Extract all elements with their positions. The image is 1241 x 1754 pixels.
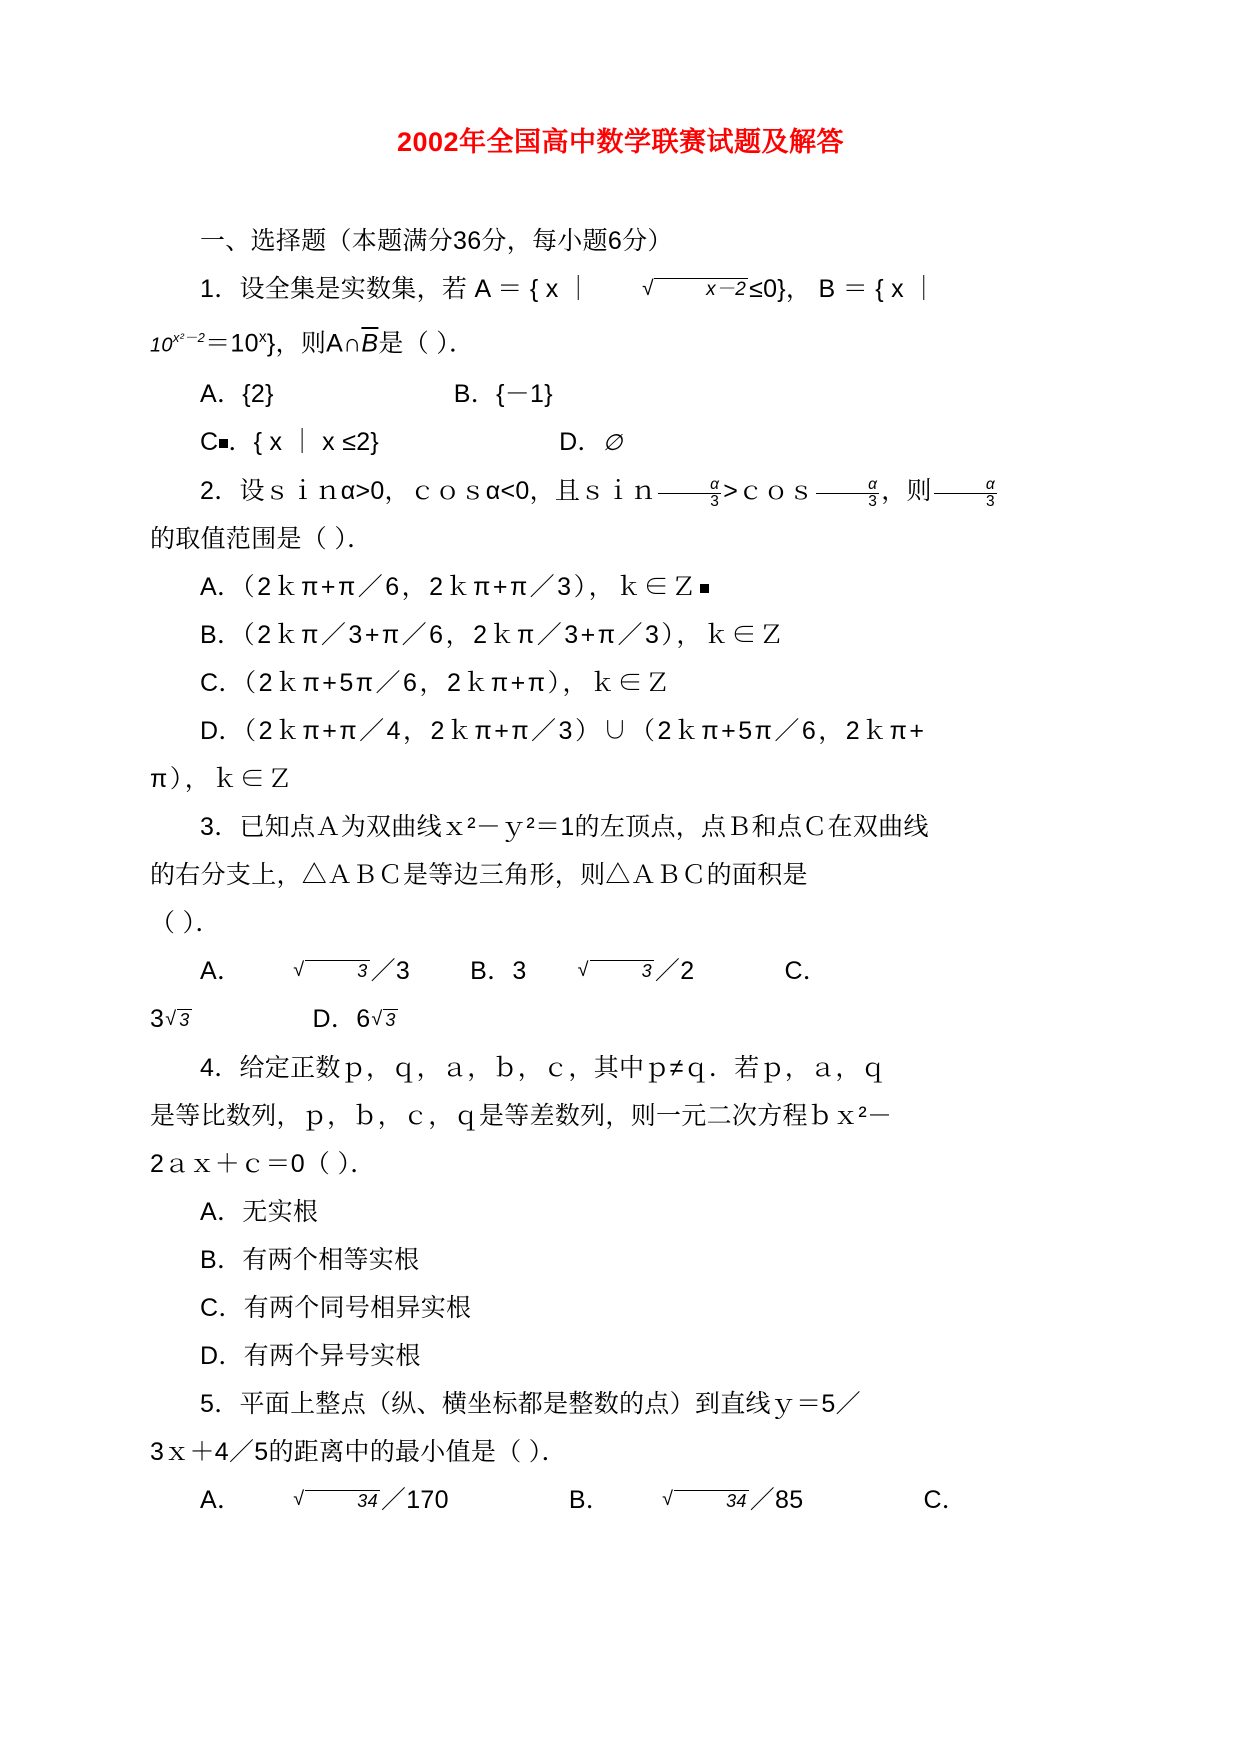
option-5-a-label: A． xyxy=(200,1485,243,1514)
sqrt-x-minus-2: √ x－2 xyxy=(592,266,748,314)
option-4-a-label: A． xyxy=(200,1197,243,1226)
question-2-option-d xyxy=(150,707,1091,755)
square-marker-icon xyxy=(219,439,228,448)
option-3-d-pre: 6 xyxy=(356,1005,371,1034)
ten-base: 10 xyxy=(150,334,173,357)
question-1-end: 是（ ）． xyxy=(378,329,475,358)
option-4-a-text: 无实根 xyxy=(242,1197,319,1226)
ten-exponent-x: x xyxy=(258,329,267,347)
question-4-option-c xyxy=(150,1284,1091,1332)
question-1-options-row1 xyxy=(150,370,1091,418)
fraction-alpha-over-3-2: $\frac{\alpha}{3}$ xyxy=(816,477,879,511)
option-3-b-pre: 3 xyxy=(512,956,527,985)
option-1-a-label: A． xyxy=(200,379,243,408)
option-2-c-label: C． xyxy=(200,668,244,697)
question-4-option-d xyxy=(150,1332,1091,1380)
question-3-options-row2 xyxy=(150,995,1091,1044)
question-2-stem-line2: 的取值范围是（ ）． xyxy=(150,524,373,553)
option-1-b-label: B． xyxy=(453,379,497,408)
option-2-b-label: B． xyxy=(200,620,243,649)
option-3-b-tail: ／2 xyxy=(654,956,695,985)
option-4-d-label: D． xyxy=(200,1341,244,1370)
question-4-option-a xyxy=(150,1188,1091,1236)
option-3-c-pre: 3 xyxy=(150,1005,165,1034)
question-4-option-b xyxy=(150,1236,1091,1284)
question-1-stem xyxy=(150,265,1091,314)
option-1-d-text: ∅ xyxy=(602,429,623,455)
option-5-b-label: B． xyxy=(568,1485,612,1514)
equals-ten: ＝10 xyxy=(205,329,259,358)
option-2-d-text: （2ｋπ+π／4，2ｋπ+π／3）∪（2ｋπ+5π／6，2ｋπ+ xyxy=(243,716,927,745)
option-3-a-label: A． xyxy=(200,956,243,985)
question-5-stem-line1: 5．平面上整点（纵、横坐标都是整数的点）到直线ｙ＝5／ xyxy=(200,1389,861,1418)
question-2-option-a xyxy=(150,563,1091,611)
question-2-option-c xyxy=(150,659,1091,707)
option-1-c-label: C xyxy=(200,427,219,456)
sqrt-3-b: √ 3 xyxy=(528,947,654,995)
fraction-alpha-over-3: $\frac{\alpha}{3}$ xyxy=(658,477,721,511)
question-1-stem-line2 xyxy=(150,314,1091,369)
question-5-stem-line2: 3ｘ＋4／5的距离中的最小值是（ ）． xyxy=(150,1437,567,1466)
option-5-c-label: C． xyxy=(923,1485,968,1514)
option-1-d-label: D． xyxy=(559,427,603,456)
fraction-alpha-over-3-3: $\frac{\alpha}{3}$ xyxy=(934,477,997,511)
question-3-stem-line1: 3．已知点Ａ为双曲线ｘ²－ｙ²＝1的左顶点，点Ｂ和点Ｃ在双曲线 xyxy=(200,812,929,841)
sqrt-34-b: √ 34 xyxy=(612,1477,749,1525)
question-3-options-row1 xyxy=(150,947,1091,996)
option-3-c-label: C． xyxy=(784,956,829,985)
option-2-a-label: A． xyxy=(200,572,243,601)
option-3-d-label: D． xyxy=(312,1005,357,1034)
question-2-option-d-cont xyxy=(150,755,1091,803)
option-4-d-text: 有两个异号实根 xyxy=(243,1341,421,1370)
question-3-stem-line3: （ ）． xyxy=(150,908,221,937)
question-2-part-a: 2．设ｓｉｎα>0，ｃｏｓα<0，且ｓｉｎ xyxy=(200,476,657,505)
question-4-stem-line2: 是等比数列，ｐ，ｂ，ｃ，ｑ是等差数列，则一元二次方程ｂｘ²－ xyxy=(150,1101,893,1130)
option-4-c-label: C． xyxy=(200,1293,244,1322)
option-1-a-text: {2} xyxy=(242,379,274,408)
option-1-b-text: {－1} xyxy=(496,379,553,408)
section-heading: 一、选择题（本题满分36分，每小题6分） xyxy=(200,227,673,255)
question-1-stem-part1: 1．设全集是实数集，若 A ＝ { x ｜ xyxy=(200,275,592,303)
question-2-option-b xyxy=(150,611,1091,659)
option-2-a-text: （2ｋπ+π／6，2ｋπ+π／3），ｋ∈Ｚ xyxy=(242,572,699,601)
page-title: 2002年全国高中数学联赛试题及解答 xyxy=(396,127,845,157)
sqrt-34-a: √ 34 xyxy=(243,1477,380,1525)
option-5-b-tail: ／85 xyxy=(749,1485,804,1514)
question-4-stem-line3: 2ａｘ＋ｃ＝0（ ）． xyxy=(150,1149,376,1178)
b-complement: $\overline{B}$ xyxy=(361,329,379,358)
option-1-c-text: ．{ x ｜ x ≤2} xyxy=(228,427,380,456)
option-3-b-label: B． xyxy=(470,956,513,985)
question-3-stem-line2: 的右分支上，△ＡＢＣ是等边三角形，则△ＡＢＣ的面积是 xyxy=(150,860,808,889)
option-2-d-text-cont: π），ｋ∈Ｚ xyxy=(150,764,295,793)
square-marker-icon xyxy=(700,584,709,593)
question-1-stem-part2: ≤0}， B ＝ { x ｜ xyxy=(749,275,937,303)
option-4-b-text: 有两个相等实根 xyxy=(242,1245,420,1274)
question-1-tail: }，则A∩ xyxy=(266,329,362,358)
sqrt-3-a: √ 3 xyxy=(243,947,369,995)
question-1-options-row2 xyxy=(150,418,1091,467)
option-2-b-text: （2ｋπ／3+π／6，2ｋπ／3+π／3），ｋ∈Ｚ xyxy=(242,620,787,649)
question-4-stem-line1: 4．给定正数ｐ，ｑ，ａ，ｂ，ｃ，其中ｐ≠ｑ．若ｐ，ａ，ｑ xyxy=(200,1053,887,1082)
sqrt-3-c: √ 3 xyxy=(165,996,191,1044)
sqrt-3-d: √ 3 xyxy=(371,996,397,1044)
question-2-part-c: ，则 xyxy=(881,476,932,505)
question-5-options-row1 xyxy=(150,1476,1091,1525)
option-3-a-tail: ／3 xyxy=(370,956,411,985)
question-2-part-b: >ｃｏｓ xyxy=(723,476,815,505)
option-5-a-tail: ／170 xyxy=(380,1485,449,1514)
ten-exponent: x²－2 xyxy=(172,330,206,346)
option-4-c-text: 有两个同号相异实根 xyxy=(243,1293,472,1322)
question-2-stem xyxy=(150,467,1091,515)
option-2-d-label: D． xyxy=(200,716,244,745)
option-4-b-label: B． xyxy=(200,1245,243,1274)
option-2-c-text: （2ｋπ+5π／6，2ｋπ+π），ｋ∈Ｚ xyxy=(243,668,673,697)
